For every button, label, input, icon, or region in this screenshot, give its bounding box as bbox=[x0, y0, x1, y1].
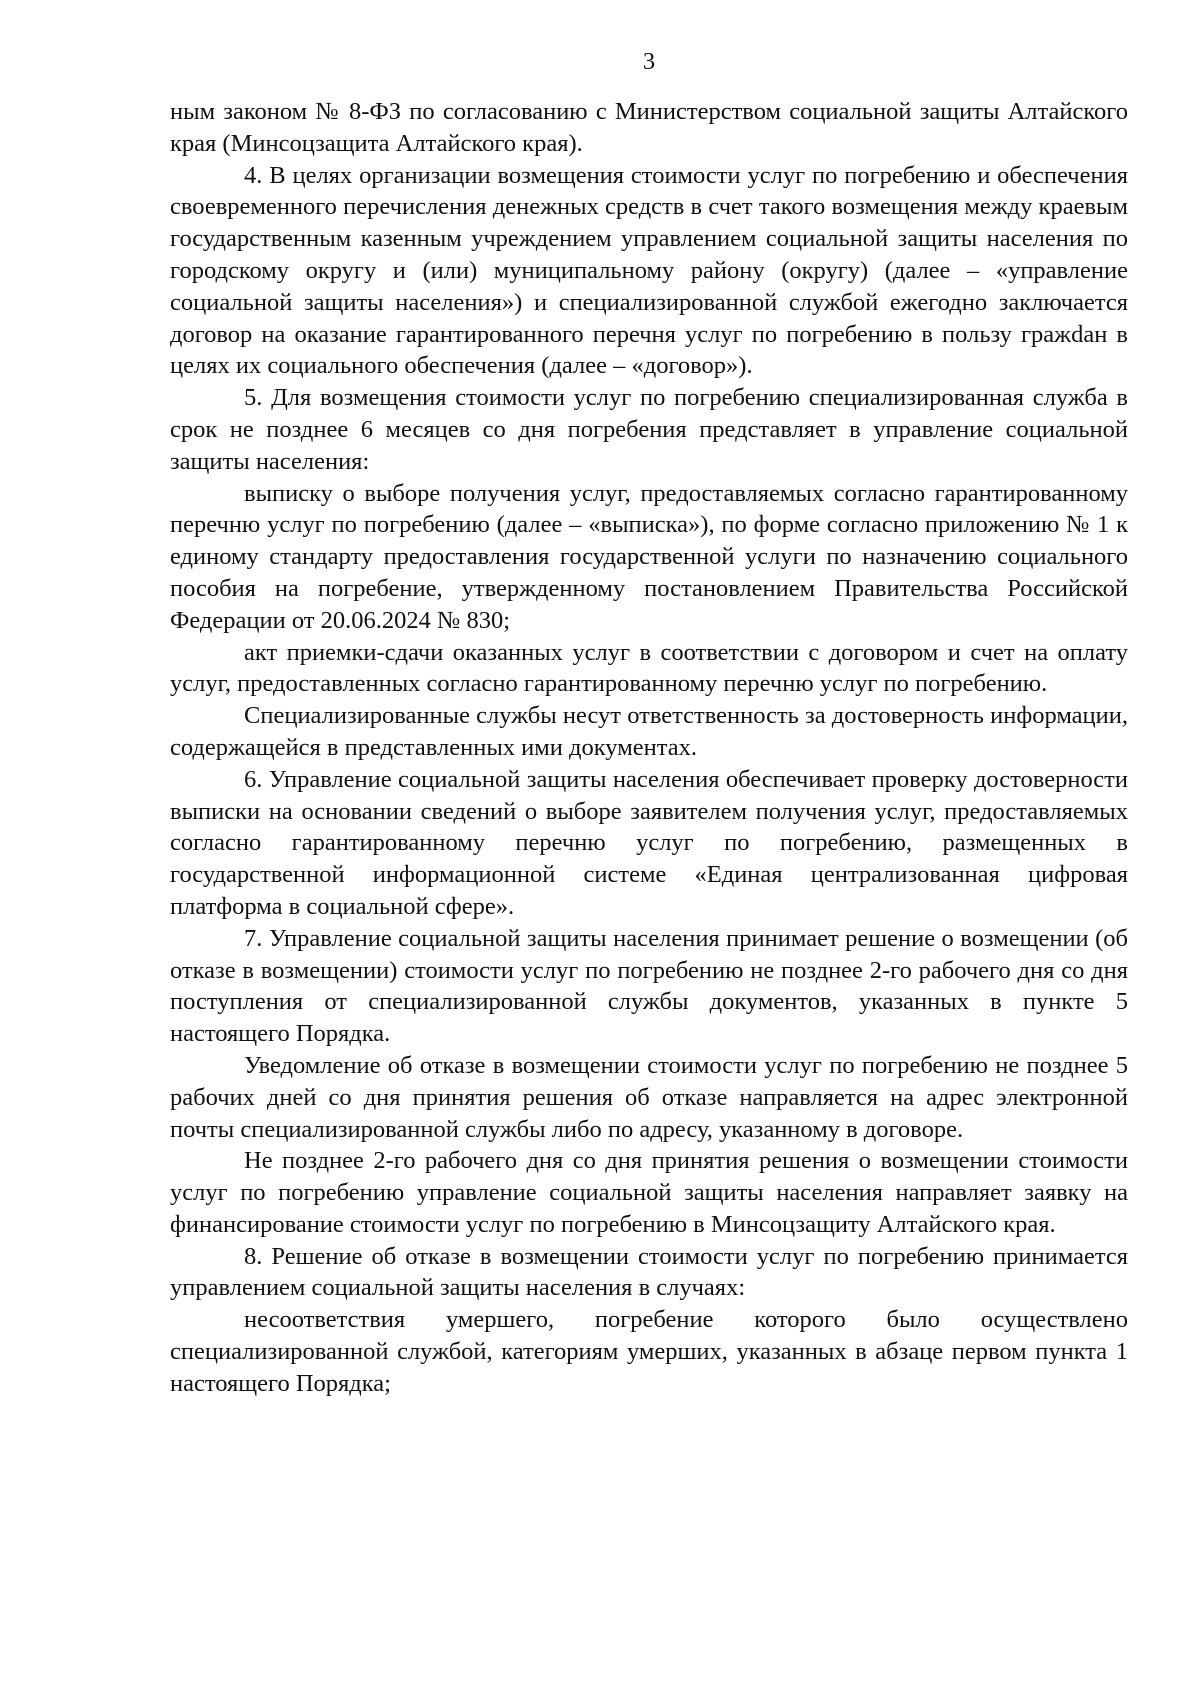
paragraph-point-6: 6. Управление социальной защиты населения обеспечивает проверку достоверности выписки на основании сведений о выборе заявителем получения услуг, предоставляемых согласно гарантированному перечню услуг по погребению, размещенных в государственной информационной системе «Единая централизованная цифровая платформа в социальной сфере». bbox=[170, 765, 1128, 920]
paragraph-point-7-notice: Уведомление об отказе в возмещении стоимости услуг по погребению не позднее 5 рабочих дней со дня принятия решения об отказе направляется на адрес электронной почты специализированной службы либо по адресу, указанному в договоре. bbox=[170, 1051, 1128, 1143]
paragraph-point-4: 4. В целях организации возмещения стоимости услуг по погребению и обеспечения своевременного перечисления денежных средств в счет такого возмещения между краевым государственным казенным учреждением управлением социальной защиты населения по городскому округу и (или) муниципальному району (округу) (далее – «управление социальной защиты населения») и специализированной службой ежегодно заключается договор на оказание гарантированного перечня услуг по погребению в пользу гражdан в целях их социального обеспечения (далее – «договор»). bbox=[170, 161, 1128, 380]
paragraph-point-7: 7. Управление социальной защиты населения принимает решение о возмещении (об отказе в возмещении) стоимости услуг по погребению не позднее 2-го рабочего дня со дня поступления от специализированной службы документов, указанных в пункте 5 настоящего Порядка. bbox=[170, 924, 1128, 1048]
page-number: 3 bbox=[642, 48, 656, 75]
paragraph-point-5-responsibility: Специализированные службы несут ответственность за достоверность информации, содержащейся в представленных ими документах. bbox=[170, 702, 1128, 761]
paragraph-point-5-act: акт приемки-сдачи оказанных услуг в соответствии с договором и счет на оплату услуг, предоставленных согласно гарантированному перечню услуг по погребению. bbox=[170, 638, 1128, 698]
paragraph-continuation: ным законом № 8-ФЗ по согласованию с Министерством социальной защиты Алтайского края (Минсоцзащита Алтайского края). bbox=[170, 98, 1128, 157]
document-page bbox=[170, 0, 1128, 1400]
paragraph-point-7-request: Не позднее 2-го рабочего дня со дня принятия решения о возмещении стоимости услуг по погребению управление социальной защиты населения направляет заявку на финансирование стоимости услуг по погребению в Минсоцзащиту Алтайского края. bbox=[170, 1147, 1128, 1238]
paragraph-point-5: 5. Для возмещения стоимости услуг по погребению специализированная служба в срок не позднее 6 месяцев со дня погребения представляет в управление социальной защиты населения: bbox=[170, 384, 1128, 475]
paragraph-point-8: 8. Решение об отказе в возмещении стоимости услуг по погребению принимается управлением социальной защиты населения в случаях: bbox=[170, 1242, 1128, 1302]
paragraph-point-5-extract: выписку о выборе получения услуг, предоставляемых согласно гарантированному перечню услуг по погребению (далее – «выписка»), по форме согласно приложению № 1 к единому стандарту предоставления государственной услуги по назначению социального пособия на погребение, утвержденному постановлением Правительства Российской Федерации от 20.06.2024 № 830; bbox=[170, 479, 1128, 634]
paragraph-point-8-case-1: несоответствия умершего, погребение которого было осуществлено специализированной службой, категориям умерших, указанных в абзаце первом пункта 1 настоящего Порядка; bbox=[170, 1306, 1128, 1397]
